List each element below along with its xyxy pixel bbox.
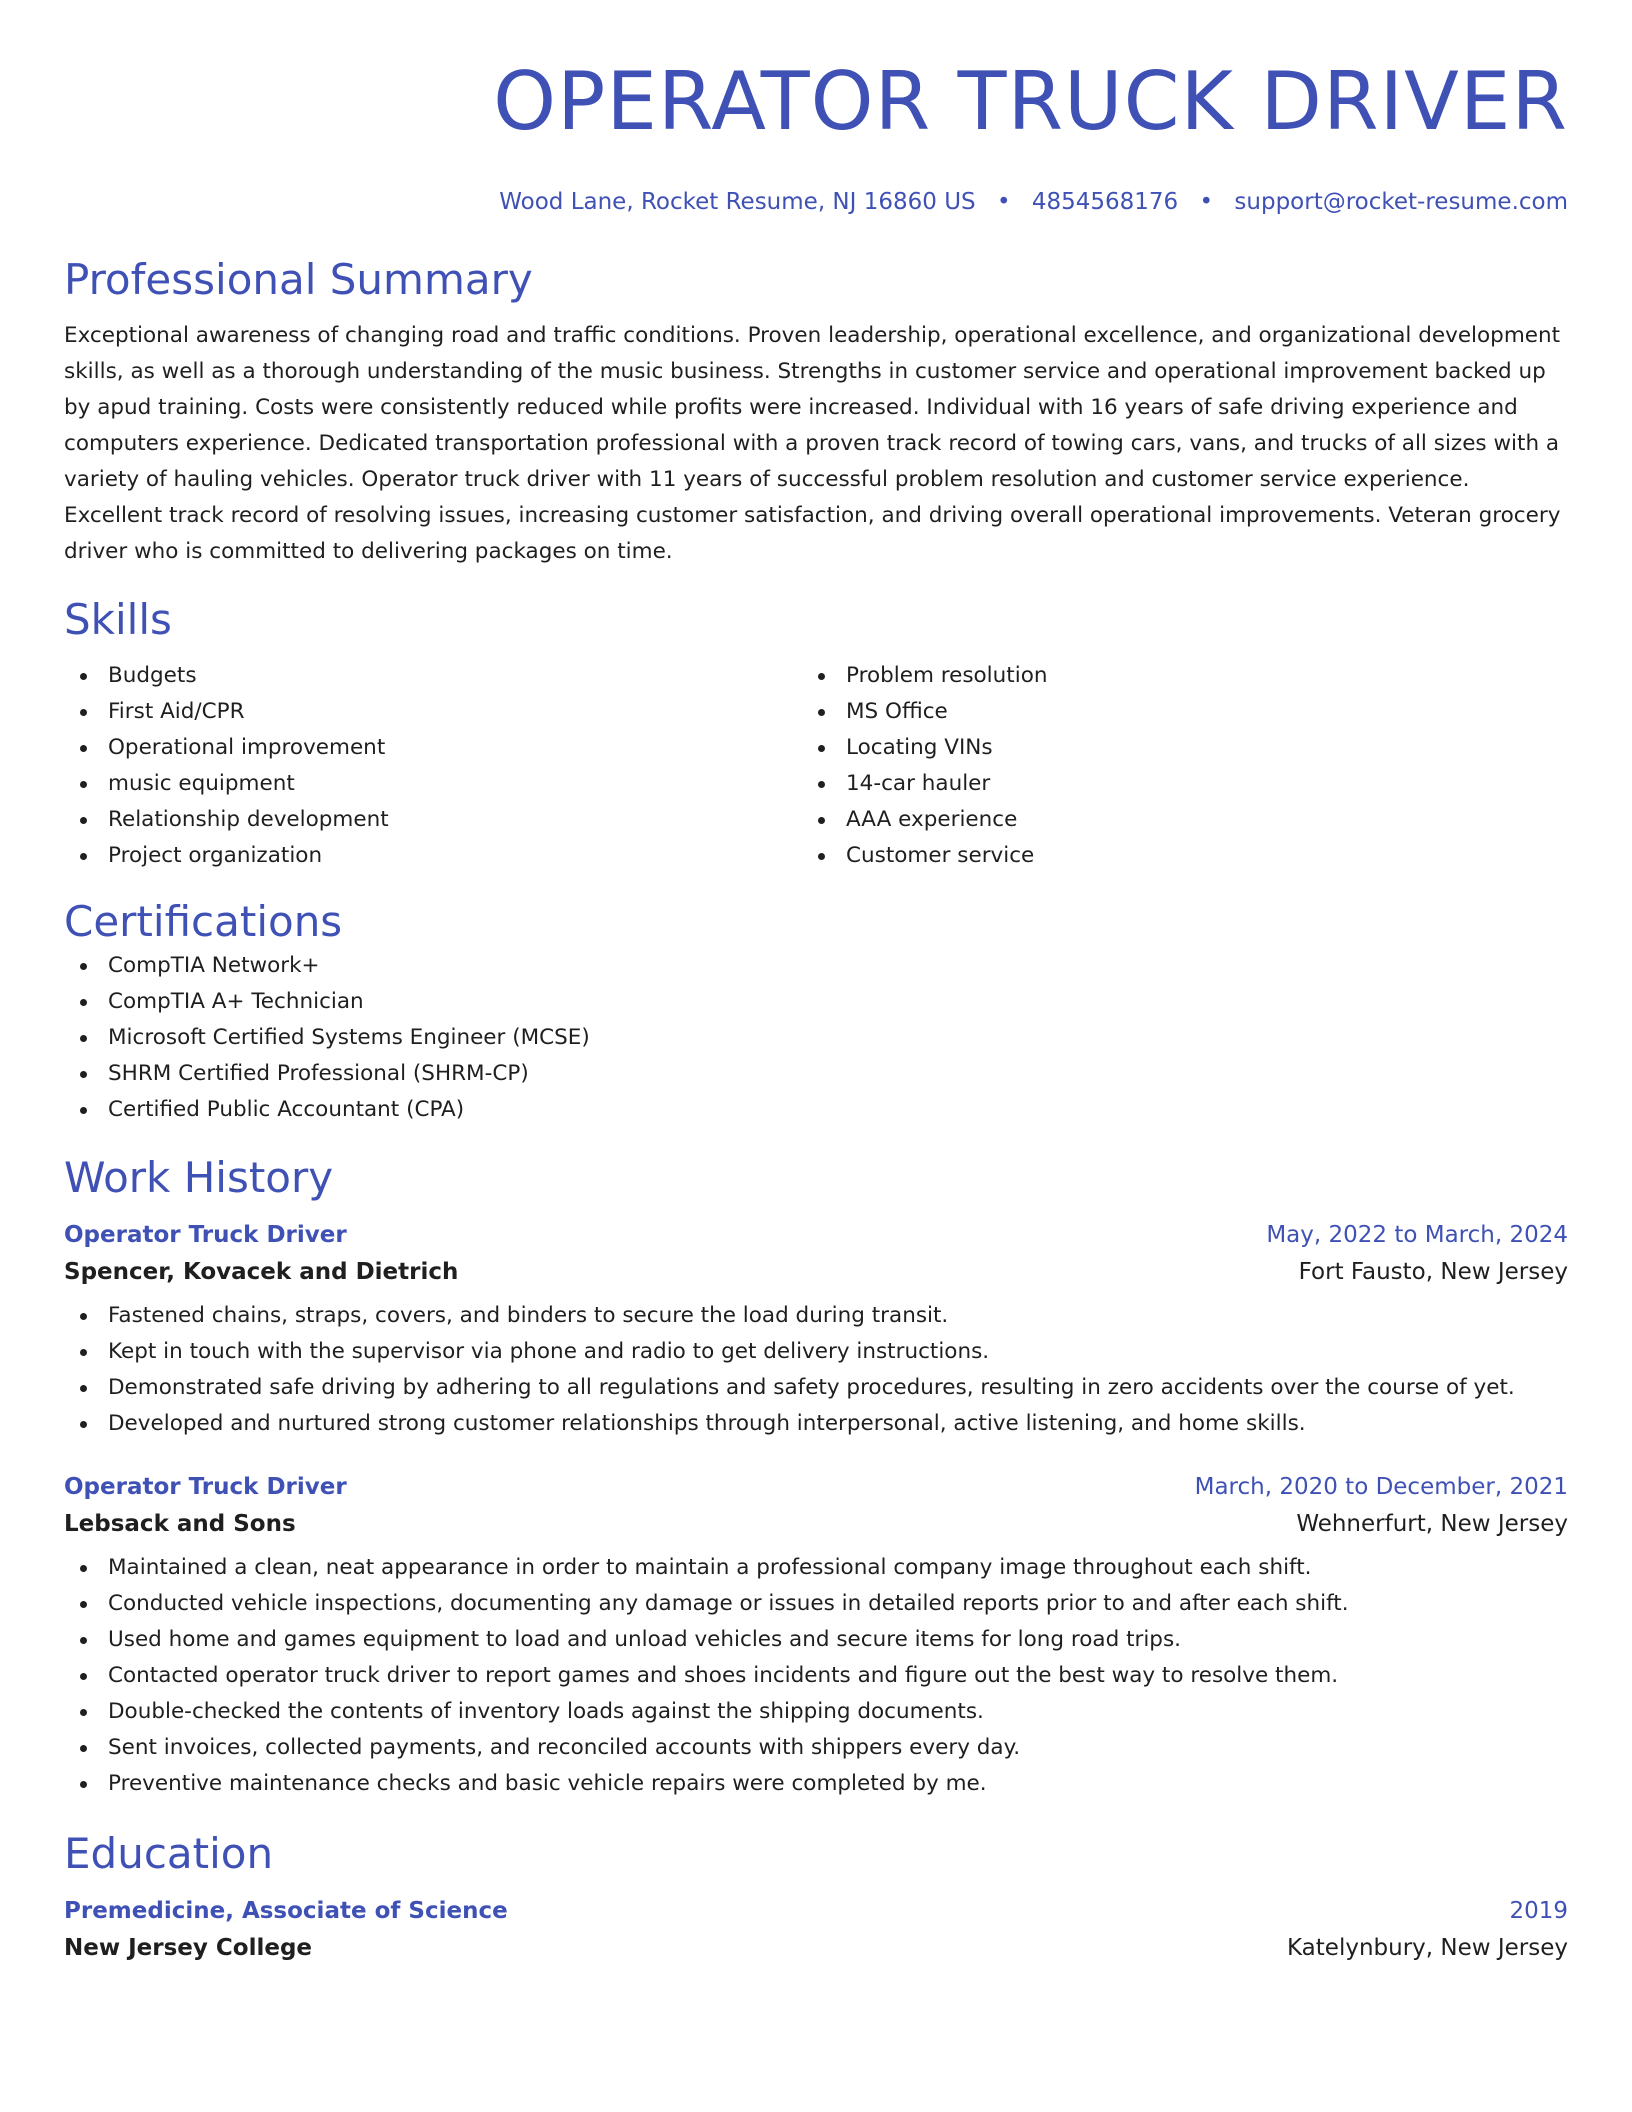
section-title-summary: Professional Summary bbox=[64, 255, 533, 304]
job-bullet-text: Conducted vehicle inspections, documenting any damage or issues in detailed reports prior to and after each shift. bbox=[108, 1591, 1349, 1616]
skill-item-text: Problem resolution bbox=[846, 663, 1048, 688]
skill-item bbox=[802, 658, 1540, 694]
education-header-row bbox=[64, 1894, 1568, 1928]
job-bullet bbox=[64, 1658, 1568, 1694]
skill-item bbox=[64, 802, 802, 838]
skill-item bbox=[64, 838, 802, 874]
certification-item bbox=[64, 1020, 1568, 1056]
job-bullet-text: Developed and nurtured strong customer relationships through interpersonal, active listening, and home skills. bbox=[108, 1411, 1306, 1436]
certification-item-text: SHRM Certified Professional (SHRM-CP) bbox=[108, 1061, 529, 1086]
summary-text: Exceptional awareness of changing road and traffic conditions. Proven leadership, operational excellence, and organizational development skills, as well as a thorough understanding of the music business. Strengths in customer service and operational improvement backed up by apud training. Costs were consistently reduced while profits were increased. Individual with 16 years of safe driving experience and computers experience. Dedicated transportation professional with a proven track record of towing cars, vans, and trucks of all sizes with a variety of hauling vehicles. Operator truck driver with 11 years of successful problem resolution and customer service experience. Excellent track record of resolving issues, increasing customer satisfaction, and driving overall operational improvements. Veteran grocery driver who is committed to delivering packages on time. bbox=[64, 323, 1561, 564]
skill-item-text: Relationship development bbox=[108, 807, 389, 832]
skill-item bbox=[802, 838, 1540, 874]
section-title-skills: Skills bbox=[64, 595, 172, 644]
job-dates: March, 2020 to December, 2021 bbox=[1194, 1474, 1568, 1500]
bullet-dot-icon bbox=[818, 853, 825, 860]
skill-item bbox=[64, 730, 802, 766]
job-location: Wehnerfurt, New Jersey bbox=[1296, 1511, 1568, 1537]
candidate-name: OPERATOR TRUCK DRIVER bbox=[493, 55, 1568, 148]
job-bullet bbox=[64, 1622, 1568, 1658]
job-bullet-text: Sent invoices, collected payments, and reconciled accounts with shippers every day. bbox=[108, 1735, 1021, 1760]
certifications-list bbox=[64, 948, 1568, 1128]
skill-item bbox=[64, 694, 802, 730]
bullet-dot-icon bbox=[80, 1637, 87, 1644]
job-bullet-text: Contacted operator truck driver to report games and shoes incidents and figure out the best way to resolve them. bbox=[108, 1663, 1339, 1688]
section-title-education: Education bbox=[64, 1829, 274, 1878]
job-company: Spencer, Kovacek and Dietrich bbox=[64, 1259, 459, 1285]
certification-item bbox=[64, 984, 1568, 1020]
job-bullet bbox=[64, 1370, 1568, 1406]
skill-item bbox=[802, 802, 1540, 838]
bullet-dot-icon bbox=[818, 781, 825, 788]
skill-item bbox=[802, 730, 1540, 766]
bullet-dot-icon bbox=[80, 999, 87, 1006]
skills-column-right bbox=[802, 658, 1540, 874]
job-bullet-text: Kept in touch with the supervisor via phone and radio to get delivery instructions. bbox=[108, 1339, 990, 1364]
bullet-dot-icon bbox=[80, 1349, 87, 1356]
bullet-dot-icon bbox=[80, 1313, 87, 1320]
skill-item-text: MS Office bbox=[846, 699, 948, 724]
certification-item bbox=[64, 1056, 1568, 1092]
job-bullet-text: Double-checked the contents of inventory loads against the shipping documents. bbox=[108, 1699, 984, 1724]
bullet-dot-icon bbox=[818, 745, 825, 752]
job-entry bbox=[64, 1218, 1568, 1442]
job-bullet bbox=[64, 1694, 1568, 1730]
job-company-row bbox=[64, 1504, 1568, 1544]
bullet-dot-icon bbox=[80, 817, 87, 824]
skills-list-right bbox=[802, 658, 1540, 874]
job-bullets bbox=[64, 1298, 1568, 1442]
skill-item-text: AAA experience bbox=[846, 807, 1018, 832]
skill-item bbox=[802, 766, 1540, 802]
bullet-dot-icon bbox=[80, 853, 87, 860]
skill-item-text: First Aid/CPR bbox=[108, 699, 245, 724]
job-dates: May, 2022 to March, 2024 bbox=[1266, 1222, 1568, 1248]
bullet-dot-icon bbox=[80, 1385, 87, 1392]
contact-separator: • bbox=[1199, 189, 1214, 215]
job-entry bbox=[64, 1470, 1568, 1802]
bullet-dot-icon bbox=[80, 1673, 87, 1680]
certification-item bbox=[64, 1092, 1568, 1128]
skill-item-text: Budgets bbox=[108, 663, 197, 688]
bullet-dot-icon bbox=[818, 709, 825, 716]
bullet-dot-icon bbox=[80, 745, 87, 752]
bullet-dot-icon bbox=[80, 1709, 87, 1716]
bullet-dot-icon bbox=[80, 1601, 87, 1608]
bullet-dot-icon bbox=[80, 1565, 87, 1572]
job-header-row bbox=[64, 1218, 1568, 1252]
contact-email: support@rocket-resume.com bbox=[1234, 189, 1568, 215]
education-location: Katelynbury, New Jersey bbox=[1287, 1935, 1568, 1961]
bullet-dot-icon bbox=[80, 709, 87, 716]
skills-grid bbox=[64, 658, 1568, 874]
resume-header bbox=[64, 56, 1568, 218]
job-bullet bbox=[64, 1766, 1568, 1802]
job-company: Lebsack and Sons bbox=[64, 1511, 296, 1537]
bullet-dot-icon bbox=[80, 781, 87, 788]
section-title-work-history: Work History bbox=[64, 1153, 334, 1202]
bullet-dot-icon bbox=[80, 1107, 87, 1114]
section-title-certifications: Certifications bbox=[64, 897, 343, 946]
education-school: New Jersey College bbox=[64, 1935, 313, 1961]
education-entry bbox=[64, 1894, 1568, 1968]
skill-item-text: 14-car hauler bbox=[846, 771, 991, 796]
skill-item-text: Customer service bbox=[846, 843, 1035, 868]
job-company-row bbox=[64, 1252, 1568, 1292]
job-bullet bbox=[64, 1406, 1568, 1442]
certification-item-text: CompTIA Network+ bbox=[108, 953, 320, 978]
contact-address: Wood Lane, Rocket Resume, NJ 16860 US bbox=[499, 189, 976, 215]
job-bullet bbox=[64, 1730, 1568, 1766]
job-bullet bbox=[64, 1334, 1568, 1370]
job-bullet bbox=[64, 1298, 1568, 1334]
skills-column-left bbox=[64, 658, 802, 874]
skill-item-text: music equipment bbox=[108, 771, 295, 796]
job-bullet bbox=[64, 1586, 1568, 1622]
education-school-row bbox=[64, 1928, 1568, 1968]
job-bullet-text: Maintained a clean, neat appearance in order to maintain a professional company image throughout each shift. bbox=[108, 1555, 1312, 1580]
job-title: Operator Truck Driver bbox=[64, 1474, 347, 1500]
skills-list-left bbox=[64, 658, 802, 874]
work-history-list bbox=[64, 1218, 1568, 1802]
certification-item-text: CompTIA A+ Technician bbox=[108, 989, 364, 1014]
certification-item-text: Microsoft Certified Systems Engineer (MCSE) bbox=[108, 1025, 590, 1050]
bullet-dot-icon bbox=[80, 1781, 87, 1788]
skill-item-text: Operational improvement bbox=[108, 735, 386, 760]
job-bullet-text: Preventive maintenance checks and basic vehicle repairs were completed by me. bbox=[108, 1771, 987, 1796]
bullet-dot-icon bbox=[80, 963, 87, 970]
bullet-dot-icon bbox=[80, 1035, 87, 1042]
job-title: Operator Truck Driver bbox=[64, 1222, 347, 1248]
bullet-dot-icon bbox=[80, 1071, 87, 1078]
skill-item bbox=[64, 766, 802, 802]
bullet-dot-icon bbox=[80, 1421, 87, 1428]
education-year: 2019 bbox=[1509, 1898, 1568, 1924]
skill-item bbox=[64, 658, 802, 694]
job-bullet-text: Used home and games equipment to load and unload vehicles and secure items for long road trips. bbox=[108, 1627, 1181, 1652]
bullet-dot-icon bbox=[80, 1745, 87, 1752]
job-bullet bbox=[64, 1550, 1568, 1586]
skill-item bbox=[802, 694, 1540, 730]
job-header-row bbox=[64, 1470, 1568, 1504]
skill-item-text: Project organization bbox=[108, 843, 323, 868]
bullet-dot-icon bbox=[80, 673, 87, 680]
contact-separator: • bbox=[996, 189, 1011, 215]
bullet-dot-icon bbox=[818, 817, 825, 824]
contact-line bbox=[64, 186, 1568, 218]
education-degree: Premedicine, Associate of Science bbox=[64, 1898, 508, 1924]
job-location: Fort Fausto, New Jersey bbox=[1298, 1259, 1568, 1285]
job-bullets bbox=[64, 1550, 1568, 1802]
job-bullet-text: Fastened chains, straps, covers, and binders to secure the load during transit. bbox=[108, 1303, 949, 1328]
contact-phone: 4854568176 bbox=[1031, 189, 1179, 215]
certification-item-text: Certified Public Accountant (CPA) bbox=[108, 1097, 465, 1122]
bullet-dot-icon bbox=[818, 673, 825, 680]
certification-item bbox=[64, 948, 1568, 984]
skill-item-text: Locating VINs bbox=[846, 735, 993, 760]
job-bullet-text: Demonstrated safe driving by adhering to all regulations and safety procedures, resulting in zero accidents over the course of yet. bbox=[108, 1375, 1515, 1400]
